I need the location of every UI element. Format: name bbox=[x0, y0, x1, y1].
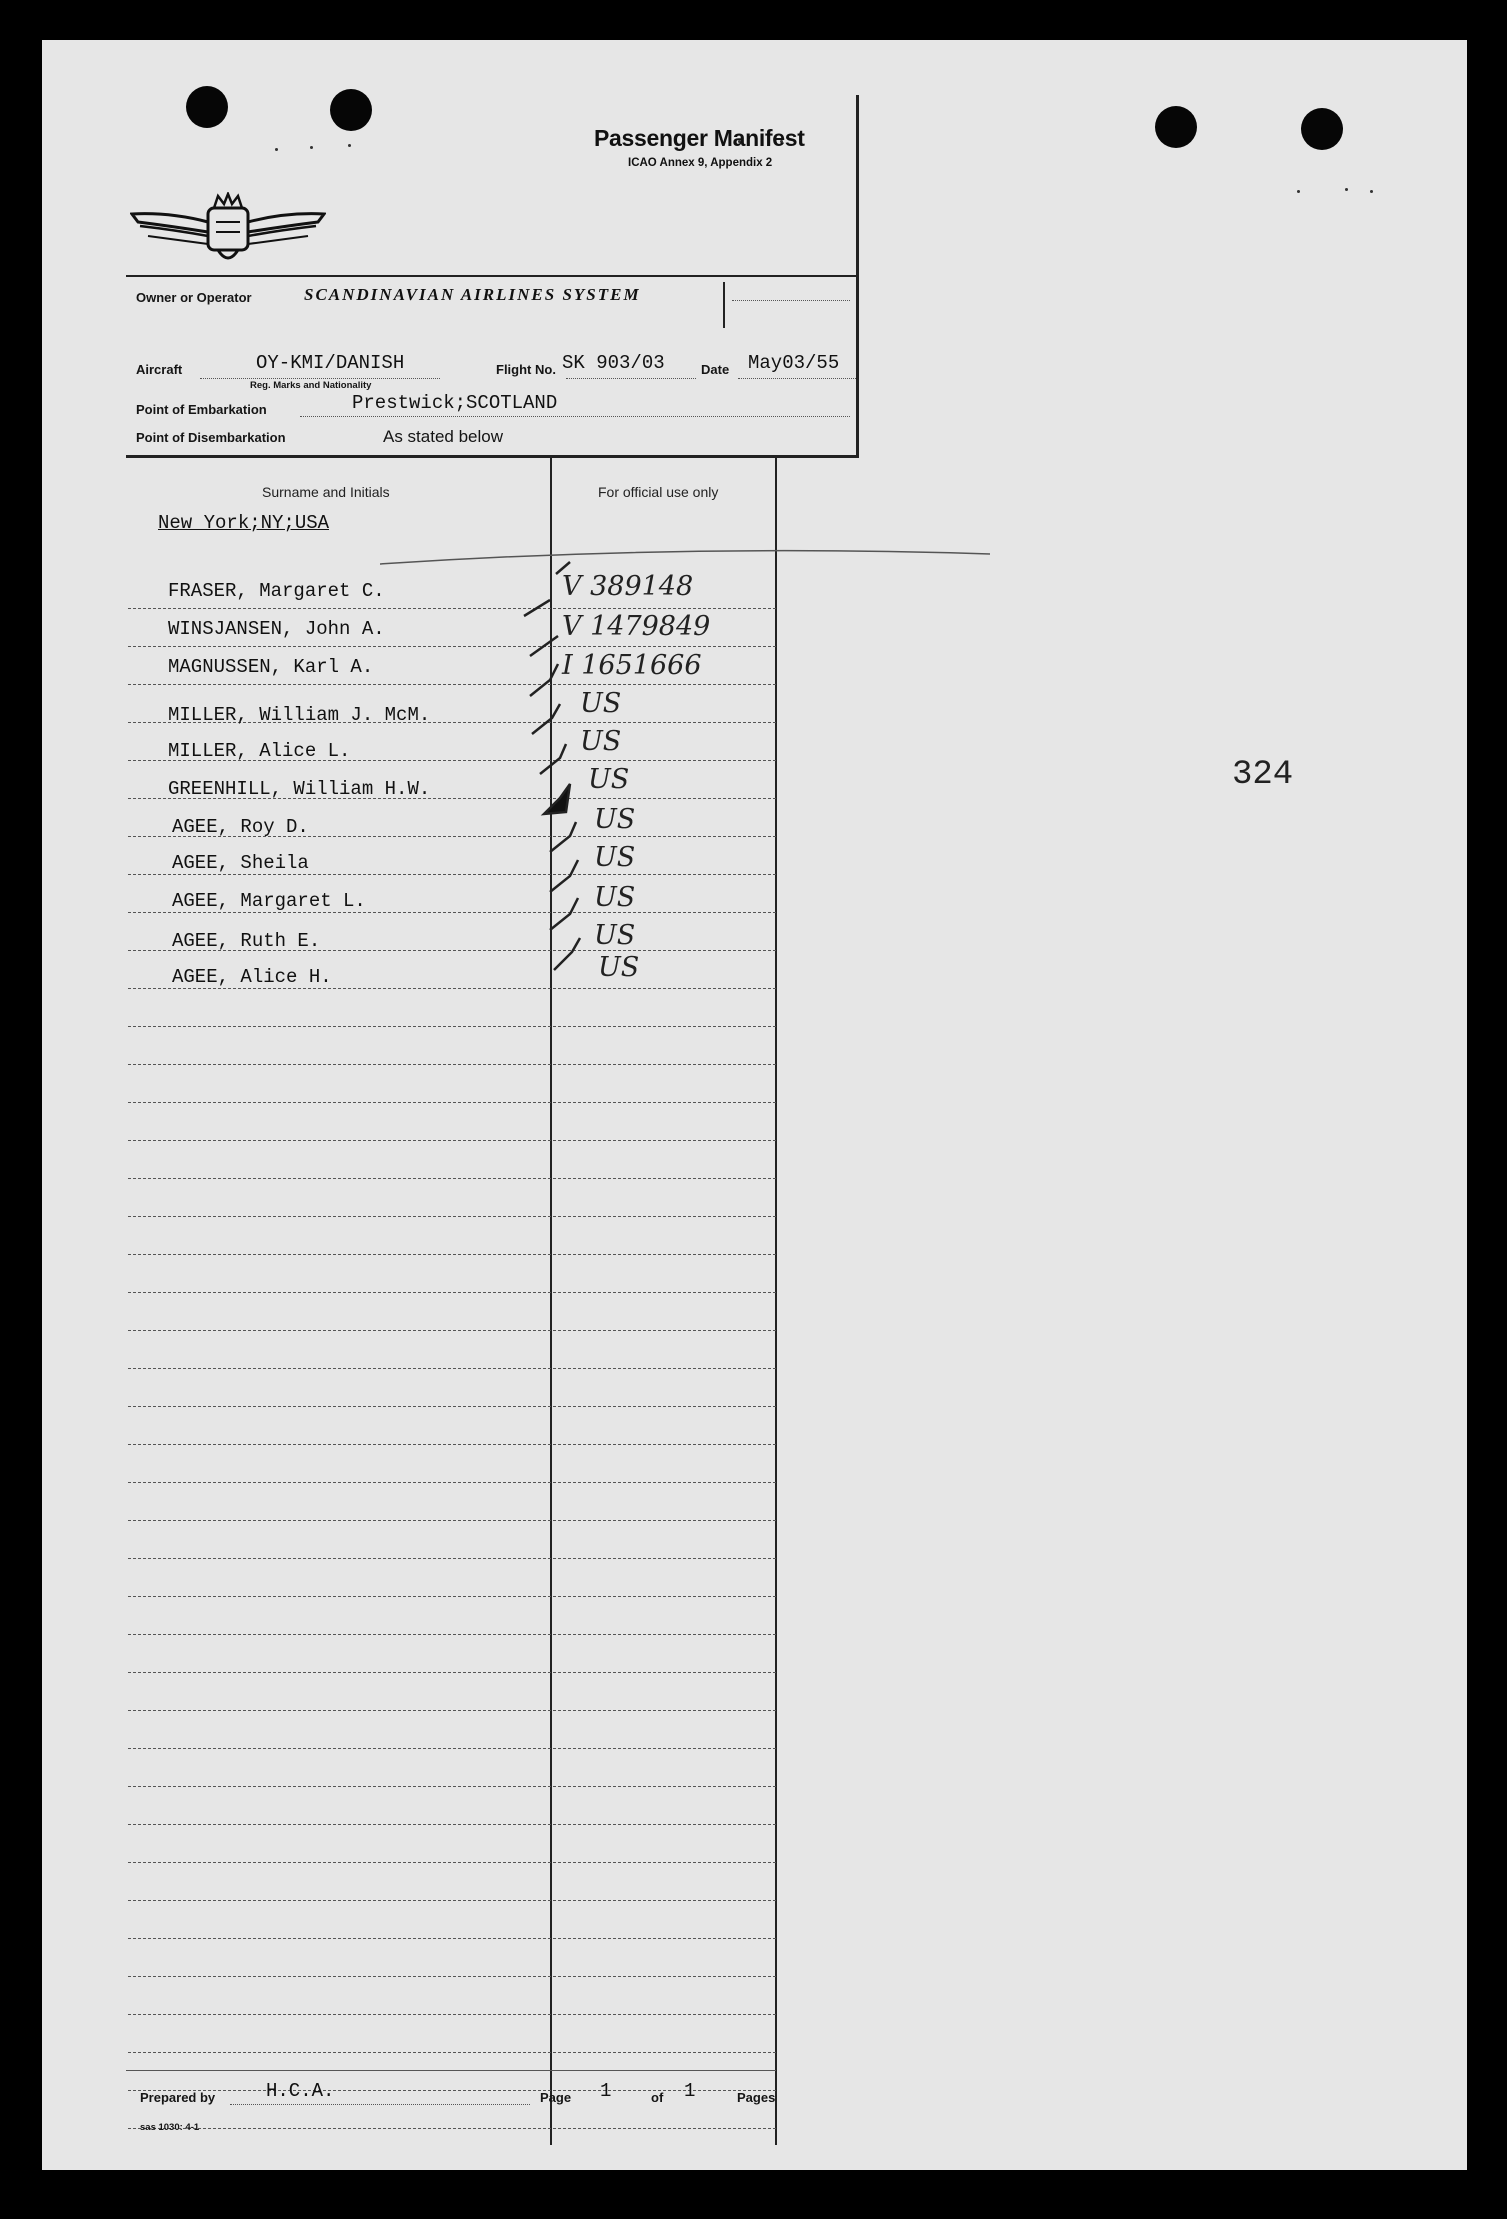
owner-mark bbox=[723, 282, 725, 328]
table-row bbox=[128, 1710, 776, 1711]
official-mark: V 389148 bbox=[562, 571, 694, 602]
official-mark: V 1479849 bbox=[562, 611, 711, 642]
table-row bbox=[128, 608, 776, 609]
table-row bbox=[128, 1178, 776, 1179]
dotline bbox=[566, 378, 696, 379]
disembark-value: As stated below bbox=[383, 427, 504, 446]
aircraft-sublabel: Reg. Marks and Nationality bbox=[250, 380, 372, 391]
table-row bbox=[128, 1862, 776, 1863]
official-mark: US bbox=[594, 882, 636, 913]
header-divider bbox=[126, 275, 859, 277]
passenger-name: AGEE, Alice H. bbox=[172, 966, 332, 988]
table-row bbox=[128, 684, 776, 685]
destination: New York;NY;USA bbox=[158, 512, 330, 534]
table-row bbox=[128, 1026, 776, 1027]
flight-label: Flight No. bbox=[496, 362, 556, 377]
of-label: of bbox=[651, 2090, 664, 2105]
speck bbox=[1297, 190, 1300, 193]
official-mark: US bbox=[598, 952, 640, 983]
official-mark: I 1651666 bbox=[562, 650, 702, 681]
table-row bbox=[128, 1824, 776, 1825]
flight-value: SK 903/03 bbox=[562, 352, 665, 374]
dotline bbox=[738, 378, 856, 379]
official-mark: US bbox=[588, 764, 630, 795]
passenger-name: MILLER, William J. McM. bbox=[168, 704, 431, 726]
of-value: 1 bbox=[684, 2080, 696, 2102]
official-mark: US bbox=[580, 688, 622, 719]
owner-value: SCANDINAVIAN AIRLINES SYSTEM bbox=[304, 285, 641, 304]
date-label: Date bbox=[701, 362, 730, 377]
table-row bbox=[128, 912, 776, 913]
table-row bbox=[128, 1672, 776, 1673]
pages-label: Pages bbox=[737, 2090, 776, 2105]
passenger-name: WINSJANSEN, John A. bbox=[168, 618, 385, 640]
airline-logo-icon bbox=[130, 192, 326, 268]
table-row bbox=[128, 1292, 776, 1293]
dotline bbox=[200, 378, 440, 379]
table-row bbox=[128, 1064, 776, 1065]
aircraft-label: Aircraft bbox=[136, 362, 183, 377]
dotline bbox=[732, 300, 850, 301]
strike-line bbox=[380, 540, 1000, 570]
official-mark: US bbox=[594, 920, 636, 951]
table-row bbox=[128, 1558, 776, 1559]
page-title: Passenger Manifest bbox=[594, 125, 805, 151]
table-row bbox=[128, 1634, 776, 1635]
table-row bbox=[128, 1596, 776, 1597]
table-row bbox=[128, 1900, 776, 1901]
page-label: Page bbox=[540, 2090, 572, 2105]
table-row bbox=[128, 1482, 776, 1483]
punch-hole-right-2 bbox=[1301, 108, 1343, 150]
page-value: 1 bbox=[600, 2080, 612, 2102]
date-value: May03/55 bbox=[748, 352, 840, 374]
form-code: sas 1030: 4-1 bbox=[140, 2122, 200, 2133]
passenger-name: FRASER, Margaret C. bbox=[168, 580, 385, 602]
column-header-official: For official use only bbox=[598, 484, 719, 500]
table-row bbox=[128, 2052, 776, 2053]
dotline bbox=[230, 2104, 530, 2105]
speck bbox=[1370, 190, 1373, 193]
official-mark: US bbox=[594, 804, 636, 835]
table-row bbox=[128, 1254, 776, 1255]
passenger-name: AGEE, Roy D. bbox=[172, 816, 309, 838]
table-row bbox=[128, 1140, 776, 1141]
footer-divider bbox=[126, 2070, 776, 2071]
passenger-name: MILLER, Alice L. bbox=[168, 740, 351, 762]
page-subtitle: ICAO Annex 9, Appendix 2 bbox=[628, 157, 773, 169]
disembark-label: Point of Disembarkation bbox=[136, 430, 286, 445]
prepared-label: Prepared by bbox=[140, 2090, 216, 2105]
table-row bbox=[128, 1786, 776, 1787]
table-row bbox=[128, 1520, 776, 1521]
table-row bbox=[128, 2090, 776, 2091]
table-row bbox=[128, 1938, 776, 1939]
passenger-name: AGEE, Margaret L. bbox=[172, 890, 366, 912]
passenger-name: AGEE, Sheila bbox=[172, 852, 309, 874]
table-row bbox=[128, 2014, 776, 2015]
table-row bbox=[128, 988, 776, 989]
dotline bbox=[300, 416, 850, 417]
table-row bbox=[128, 874, 776, 875]
check-marks bbox=[510, 560, 620, 1000]
aircraft-value: OY-KMI/DANISH bbox=[256, 352, 405, 374]
punch-hole-right-1 bbox=[1155, 106, 1197, 148]
table-row bbox=[128, 1976, 776, 1977]
official-mark: US bbox=[594, 842, 636, 873]
embark-value: Prestwick;SCOTLAND bbox=[352, 392, 558, 414]
table-row bbox=[128, 1406, 776, 1407]
table-row bbox=[128, 1368, 776, 1369]
right-border bbox=[775, 455, 777, 2145]
passenger-name: AGEE, Ruth E. bbox=[172, 930, 321, 952]
table-row bbox=[128, 1102, 776, 1103]
owner-label: Owner or Operator bbox=[136, 290, 252, 305]
prepared-value: H.C.A. bbox=[266, 2080, 335, 2102]
page-number-stamp: 324 bbox=[1232, 756, 1294, 794]
table-row bbox=[128, 1330, 776, 1331]
column-header-surname: Surname and Initials bbox=[262, 484, 390, 500]
passenger-name: GREENHILL, William H.W. bbox=[168, 778, 431, 800]
table-row bbox=[128, 2128, 776, 2129]
table-row bbox=[128, 1444, 776, 1445]
table-row bbox=[128, 1748, 776, 1749]
table-row bbox=[128, 1216, 776, 1217]
passenger-name: MAGNUSSEN, Karl A. bbox=[168, 656, 374, 678]
embark-label: Point of Embarkation bbox=[136, 402, 267, 417]
official-mark: US bbox=[580, 726, 622, 757]
table-row bbox=[128, 646, 776, 647]
speck bbox=[1345, 188, 1348, 191]
